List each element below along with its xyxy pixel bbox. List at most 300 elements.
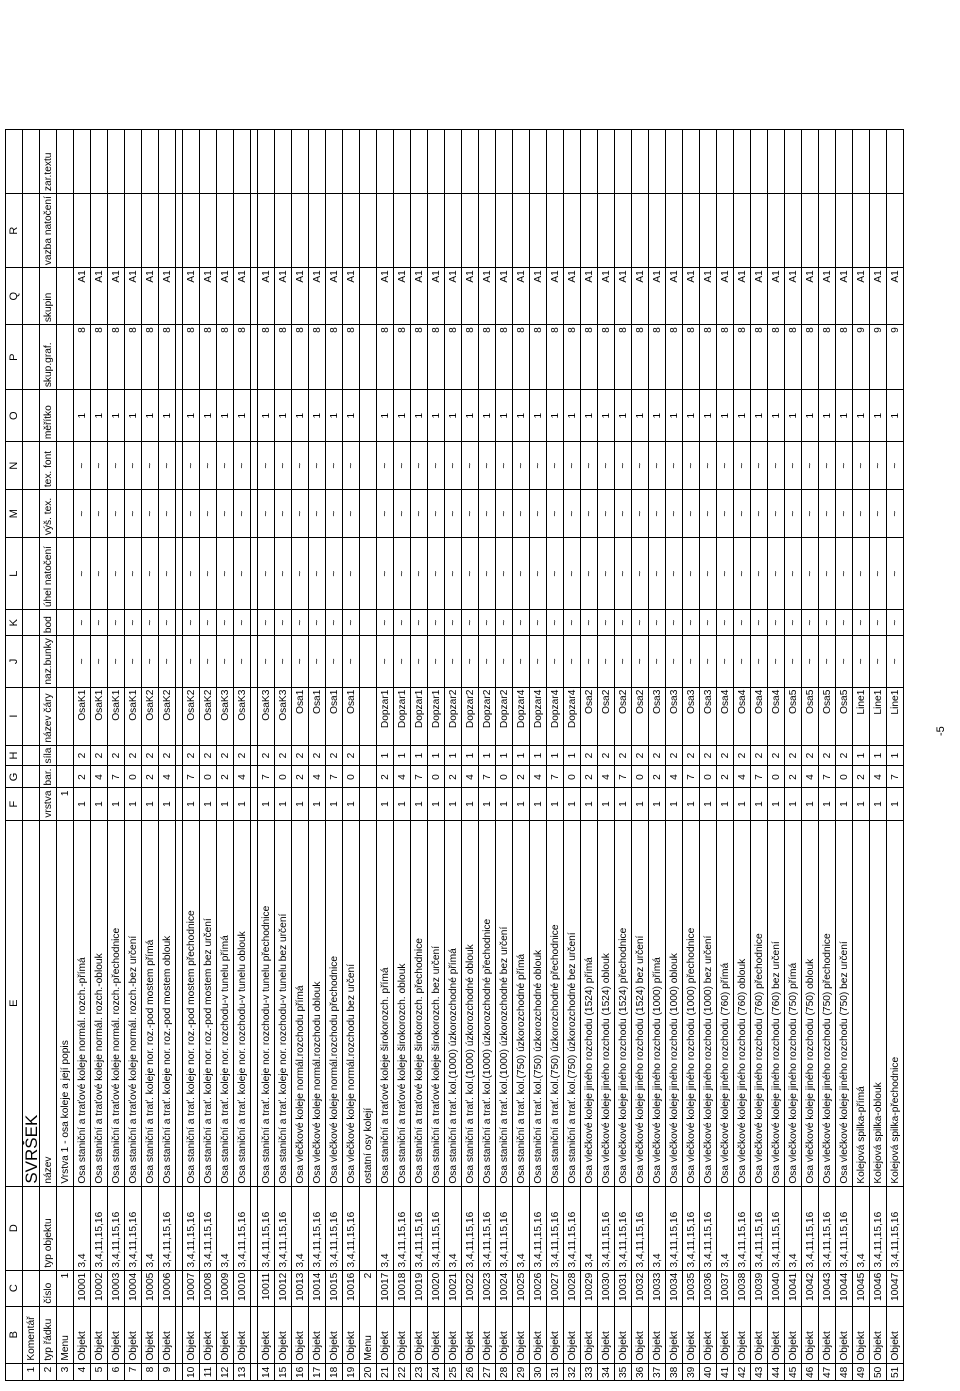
- row-number: 13: [234, 1363, 251, 1380]
- cell-f: vrstva: [40, 788, 57, 820]
- object-number: 10012: [275, 1270, 292, 1306]
- weight-cell: 2: [615, 745, 632, 766]
- graph-group-cell: 8: [649, 325, 666, 390]
- table-row: [734, 130, 751, 1381]
- object-number: 10027: [547, 1270, 564, 1306]
- weight-cell: 2: [717, 745, 734, 766]
- text-align-cell: [751, 130, 768, 194]
- row-type: Objekt: [258, 1306, 275, 1363]
- text-font-cell: ~: [615, 442, 632, 490]
- cell-e: název: [40, 820, 57, 1186]
- point-cell: ~: [887, 610, 904, 636]
- name-cell: Osa staniční a trať. koleje nor. rozchodu-v tunelu oblouk: [234, 820, 251, 1186]
- object-number: 10009: [217, 1270, 234, 1306]
- scale-cell: 1: [462, 390, 479, 442]
- object-number: 10043: [819, 1270, 836, 1306]
- line-name-cell: Dopzar1: [428, 687, 445, 745]
- text-align-cell: [479, 130, 496, 194]
- text-height-cell: ~: [751, 490, 768, 538]
- spacer-cell: [251, 1306, 258, 1363]
- rotation-cell: ~: [159, 538, 176, 610]
- name-cell: Osa vlečkové koleje normál.rozchodu přechodnice: [326, 820, 343, 1186]
- rotation-cell: ~: [217, 538, 234, 610]
- text-font-cell: ~: [428, 442, 445, 490]
- row-type: Objekt: [717, 1306, 734, 1363]
- text-font-cell: ~: [394, 442, 411, 490]
- scale-cell: 1: [734, 390, 751, 442]
- object-type: [360, 1186, 377, 1270]
- layer-cell: 1: [530, 788, 547, 820]
- group-cell: A1: [819, 268, 836, 325]
- group-cell: [360, 268, 377, 325]
- table-row: [309, 130, 326, 1381]
- scale-cell: 1: [217, 390, 234, 442]
- rotation-cell: ~: [598, 538, 615, 610]
- group-cell: A1: [734, 268, 751, 325]
- rotation-cell: ~: [108, 538, 125, 610]
- spacer-cell: [251, 766, 258, 788]
- group-cell: A1: [258, 268, 275, 325]
- point-cell: ~: [836, 610, 853, 636]
- row-type: Objekt: [615, 1306, 632, 1363]
- cell-e: Vrstva 1 - osa koleje a její popis: [57, 820, 74, 1186]
- object-type: 3,4,11,15,16: [183, 1186, 200, 1270]
- text-font-cell: ~: [74, 442, 91, 490]
- name-cell: Osa staniční a trať. koleje nor. roz.-pod mostem přímá: [142, 820, 159, 1186]
- cell-name-cell: ~: [91, 636, 108, 687]
- text-height-cell: ~: [326, 490, 343, 538]
- text-height-cell: ~: [479, 490, 496, 538]
- row-type: Objekt: [411, 1306, 428, 1363]
- graph-group-cell: 8: [428, 325, 445, 390]
- spacer-cell: [251, 194, 258, 268]
- row-number: 35: [615, 1363, 632, 1380]
- cell-q: [23, 268, 40, 325]
- graph-group-cell: 9: [887, 325, 904, 390]
- graph-group-cell: 8: [292, 325, 309, 390]
- text-height-cell: ~: [411, 490, 428, 538]
- object-type: 3,4: [292, 1186, 309, 1270]
- name-cell: Kolejová spilka-přímá: [853, 820, 870, 1186]
- line-name-cell: Dopzar2: [462, 687, 479, 745]
- spacer-cell: [176, 687, 183, 745]
- row-number: 46: [802, 1363, 819, 1380]
- rotation-cell: ~: [326, 538, 343, 610]
- line-name-cell: Osa1: [292, 687, 309, 745]
- table-row: [632, 130, 649, 1381]
- scale-cell: 1: [666, 390, 683, 442]
- text-align-cell: [234, 130, 251, 194]
- point-cell: ~: [785, 610, 802, 636]
- row-number: 40: [700, 1363, 717, 1380]
- scale-cell: 1: [513, 390, 530, 442]
- text-height-cell: ~: [717, 490, 734, 538]
- table-row: [217, 130, 234, 1381]
- point-cell: ~: [258, 610, 275, 636]
- spacer-cell: [251, 1186, 258, 1270]
- graph-group-cell: 8: [717, 325, 734, 390]
- object-type: 3,4,11,15,16: [159, 1186, 176, 1270]
- point-cell: ~: [411, 610, 428, 636]
- row-number: 36: [632, 1363, 649, 1380]
- scale-cell: 1: [74, 390, 91, 442]
- cell-name-cell: ~: [870, 636, 887, 687]
- point-cell: ~: [91, 610, 108, 636]
- cell-name-cell: ~: [819, 636, 836, 687]
- cell-b: Komentář: [23, 1306, 40, 1363]
- group-cell: A1: [683, 268, 700, 325]
- layer-cell: 1: [462, 788, 479, 820]
- scale-cell: 1: [142, 390, 159, 442]
- name-cell: Osa vlečkové koleje jiného rozchodu (760) přímá: [717, 820, 734, 1186]
- binding-cell: [74, 194, 91, 268]
- cell-c: [23, 1270, 40, 1306]
- rotation-cell: ~: [802, 538, 819, 610]
- point-cell: ~: [292, 610, 309, 636]
- text-height-cell: ~: [377, 490, 394, 538]
- text-align-cell: [581, 130, 598, 194]
- group-cell: A1: [768, 268, 785, 325]
- table-row: [258, 130, 275, 1381]
- table-row: [547, 130, 564, 1381]
- text-font-cell: ~: [547, 442, 564, 490]
- scale-cell: 1: [870, 390, 887, 442]
- binding-cell: [411, 194, 428, 268]
- cell-p: skup.graf.: [40, 325, 57, 390]
- graph-group-cell: 8: [819, 325, 836, 390]
- rotation-cell: ~: [292, 538, 309, 610]
- group-cell: A1: [326, 268, 343, 325]
- binding-cell: [125, 194, 142, 268]
- row-type: Objekt: [91, 1306, 108, 1363]
- object-number: 10040: [768, 1270, 785, 1306]
- cell-d: [23, 1186, 40, 1270]
- graph-group-cell: 8: [462, 325, 479, 390]
- cell-r: vazba natočení: [40, 194, 57, 268]
- cell-r: [57, 194, 74, 268]
- point-cell: ~: [598, 610, 615, 636]
- table-row: [853, 130, 870, 1381]
- binding-cell: [217, 194, 234, 268]
- layer-cell: 1: [394, 788, 411, 820]
- layer-cell: 1: [445, 788, 462, 820]
- row-type: Objekt: [530, 1306, 547, 1363]
- cell-name-cell: ~: [309, 636, 326, 687]
- column-header-extra: [6, 130, 23, 194]
- binding-cell: [649, 194, 666, 268]
- name-cell: Osa vlečkové koleje normál.rozchodu oblouk: [309, 820, 326, 1186]
- name-cell: Kolejová spilka-přechodnice: [887, 820, 904, 1186]
- name-cell: Osa vlečkové koleje jiného rozchodu (760) bez určení: [768, 820, 785, 1186]
- table-row: [275, 130, 292, 1381]
- group-cell: A1: [343, 268, 360, 325]
- graph-group-cell: 9: [853, 325, 870, 390]
- line-name-cell: OsaK3: [217, 687, 234, 745]
- group-cell: A1: [445, 268, 462, 325]
- group-cell: A1: [275, 268, 292, 325]
- color-cell: 2: [649, 766, 666, 788]
- graph-group-cell: 8: [581, 325, 598, 390]
- row-number: 25: [445, 1363, 462, 1380]
- table-row: [768, 130, 785, 1381]
- text-align-cell: [159, 130, 176, 194]
- cell-k: bod: [40, 610, 57, 636]
- text-font-cell: ~: [275, 442, 292, 490]
- column-header-j: J: [6, 636, 23, 687]
- color-cell: 7: [479, 766, 496, 788]
- object-number: 10023: [479, 1270, 496, 1306]
- binding-cell: [717, 194, 734, 268]
- point-cell: ~: [649, 610, 666, 636]
- binding-cell: [530, 194, 547, 268]
- row-type: Objekt: [836, 1306, 853, 1363]
- weight-cell: 2: [159, 745, 176, 766]
- layer-cell: 1: [200, 788, 217, 820]
- cell-name-cell: ~: [479, 636, 496, 687]
- weight-cell: 1: [462, 745, 479, 766]
- binding-cell: [326, 194, 343, 268]
- line-name-cell: OsaK3: [275, 687, 292, 745]
- weight-cell: 2: [275, 745, 292, 766]
- color-cell: 4: [234, 766, 251, 788]
- row-type: Objekt: [802, 1306, 819, 1363]
- object-type: 3,4,11,15,16: [751, 1186, 768, 1270]
- spacer-cell: [176, 745, 183, 766]
- row-type: Objekt: [819, 1306, 836, 1363]
- text-font-cell: ~: [700, 442, 717, 490]
- row-type: Objekt: [183, 1306, 200, 1363]
- cell-g: [23, 766, 40, 788]
- row-number: 10: [183, 1363, 200, 1380]
- cell-name-cell: ~: [496, 636, 513, 687]
- object-number: 2: [360, 1270, 377, 1306]
- text-align-cell: [462, 130, 479, 194]
- text-align-cell: [200, 130, 217, 194]
- column-header-b: B: [6, 1306, 23, 1363]
- spacer-row: [251, 130, 258, 1381]
- text-height-cell: ~: [853, 490, 870, 538]
- line-name-cell: Osa1: [343, 687, 360, 745]
- row-type: Objekt: [632, 1306, 649, 1363]
- binding-cell: [462, 194, 479, 268]
- binding-cell: [428, 194, 445, 268]
- scale-cell: 1: [785, 390, 802, 442]
- binding-cell: [275, 194, 292, 268]
- object-type: 3,4,11,15,16: [802, 1186, 819, 1270]
- text-align-cell: [183, 130, 200, 194]
- point-cell: ~: [870, 610, 887, 636]
- name-cell: Osa vlečkové koleje jiného rozchodu (1524) přímá: [581, 820, 598, 1186]
- layer-cell: 1: [74, 788, 91, 820]
- row-number: 8: [142, 1363, 159, 1380]
- cell-name-cell: ~: [200, 636, 217, 687]
- text-font-cell: ~: [683, 442, 700, 490]
- row-number: 34: [598, 1363, 615, 1380]
- cell-q: skupin: [40, 268, 57, 325]
- layer-cell: 1: [683, 788, 700, 820]
- text-height-cell: ~: [108, 490, 125, 538]
- name-cell: Osa staniční a traťové koleje širokorozch. přímá: [377, 820, 394, 1186]
- table-row: [445, 130, 462, 1381]
- rotation-cell: ~: [74, 538, 91, 610]
- text-font-cell: ~: [234, 442, 251, 490]
- scale-cell: 1: [234, 390, 251, 442]
- binding-cell: [394, 194, 411, 268]
- point-cell: ~: [632, 610, 649, 636]
- column-header-k: K: [6, 610, 23, 636]
- weight-cell: 1: [479, 745, 496, 766]
- name-cell: Osa vlečkové koleje jiného rozchodu (750) přímá: [785, 820, 802, 1186]
- binding-cell: [108, 194, 125, 268]
- row-type: Objekt: [377, 1306, 394, 1363]
- layer-cell: 1: [343, 788, 360, 820]
- weight-cell: 1: [428, 745, 445, 766]
- line-name-cell: Line1: [853, 687, 870, 745]
- color-cell: 0: [200, 766, 217, 788]
- object-type: 3,4,11,15,16: [547, 1186, 564, 1270]
- object-type: 3,4,11,15,16: [666, 1186, 683, 1270]
- object-type: 3,4,11,15,16: [870, 1186, 887, 1270]
- weight-cell: 1: [564, 745, 581, 766]
- rotation-cell: ~: [275, 538, 292, 610]
- name-cell: Osa vlečkové koleje jiného rozchodu (750) přechodnice: [819, 820, 836, 1186]
- row-number: 43: [751, 1363, 768, 1380]
- scale-cell: 1: [159, 390, 176, 442]
- row-number: 28: [496, 1363, 513, 1380]
- cell-name-cell: ~: [462, 636, 479, 687]
- line-name-cell: Osa5: [785, 687, 802, 745]
- weight-cell: 2: [258, 745, 275, 766]
- row-type: Objekt: [853, 1306, 870, 1363]
- scale-cell: 1: [309, 390, 326, 442]
- line-name-cell: Osa3: [649, 687, 666, 745]
- scale-cell: 1: [802, 390, 819, 442]
- color-cell: 2: [377, 766, 394, 788]
- layer-cell: 1: [717, 788, 734, 820]
- scale-cell: 1: [292, 390, 309, 442]
- graph-group-cell: 9: [870, 325, 887, 390]
- layer-cell: 1: [700, 788, 717, 820]
- graph-group-cell: 8: [666, 325, 683, 390]
- group-cell: A1: [615, 268, 632, 325]
- object-number: 10001: [74, 1270, 91, 1306]
- object-type: 3,4,11,15,16: [309, 1186, 326, 1270]
- weight-cell: 1: [377, 745, 394, 766]
- rotation-cell: ~: [632, 538, 649, 610]
- column-header-o: O: [6, 390, 23, 442]
- cell-f: 1: [57, 788, 74, 820]
- group-cell: A1: [142, 268, 159, 325]
- binding-cell: [159, 194, 176, 268]
- point-cell: ~: [326, 610, 343, 636]
- rotation-cell: ~: [581, 538, 598, 610]
- text-align-cell: [217, 130, 234, 194]
- graph-group-cell: 8: [836, 325, 853, 390]
- rotation-cell: ~: [394, 538, 411, 610]
- object-number: 10003: [108, 1270, 125, 1306]
- table-row: [887, 130, 904, 1381]
- scale-cell: 1: [564, 390, 581, 442]
- cell-l: [57, 538, 74, 610]
- weight-cell: 2: [632, 745, 649, 766]
- object-type: 3,4,11,15,16: [108, 1186, 125, 1270]
- scale-cell: 1: [598, 390, 615, 442]
- object-number: 10042: [802, 1270, 819, 1306]
- graph-group-cell: 8: [785, 325, 802, 390]
- group-cell: A1: [887, 268, 904, 325]
- table-row: [581, 130, 598, 1381]
- cell-p: [23, 325, 40, 390]
- spacer-cell: [251, 636, 258, 687]
- text-align-cell: [734, 130, 751, 194]
- color-cell: 4: [309, 766, 326, 788]
- row-number: 7: [125, 1363, 142, 1380]
- weight-cell: 1: [513, 745, 530, 766]
- row-type: Objekt: [598, 1306, 615, 1363]
- color-cell: 0: [836, 766, 853, 788]
- line-name-cell: Dopzar4: [513, 687, 530, 745]
- row-number: 37: [649, 1363, 666, 1380]
- color-cell: 0: [768, 766, 785, 788]
- cell-p: [57, 325, 74, 390]
- table-row: [870, 130, 887, 1381]
- rotation-cell: ~: [428, 538, 445, 610]
- cell-g: bar.: [40, 766, 57, 788]
- object-number: 10044: [836, 1270, 853, 1306]
- name-cell: Osa staniční a trať. koleje nor. roz.-pod mostem přechodnice: [183, 820, 200, 1186]
- cell-d: typ objektu: [40, 1186, 57, 1270]
- row-number: 50: [870, 1363, 887, 1380]
- text-align-cell: [428, 130, 445, 194]
- line-name-cell: OsaK2: [183, 687, 200, 745]
- layer-cell: 1: [870, 788, 887, 820]
- text-font-cell: ~: [836, 442, 853, 490]
- line-name-cell: Dopzar2: [496, 687, 513, 745]
- object-type: 3,4,11,15,16: [496, 1186, 513, 1270]
- rotation-cell: ~: [411, 538, 428, 610]
- object-type: 3,4: [377, 1186, 394, 1270]
- table-row: [108, 130, 125, 1381]
- row-number: 49: [853, 1363, 870, 1380]
- object-type: 3,4,11,15,16: [836, 1186, 853, 1270]
- binding-cell: [91, 194, 108, 268]
- object-type: 3,4: [581, 1186, 598, 1270]
- cell-j: [23, 636, 40, 687]
- text-font-cell: ~: [326, 442, 343, 490]
- color-cell: 4: [530, 766, 547, 788]
- row-type: Menu: [360, 1306, 377, 1363]
- line-name-cell: Osa3: [683, 687, 700, 745]
- row-number: 22: [394, 1363, 411, 1380]
- line-name-cell: Osa2: [581, 687, 598, 745]
- table-row: [615, 130, 632, 1381]
- color-cell: 2: [292, 766, 309, 788]
- name-cell: Osa vlečkové koleje jiného rozchodu (1000) přímá: [649, 820, 666, 1186]
- text-height-cell: ~: [870, 490, 887, 538]
- name-cell: Osa staniční a trať. kol.(1000) úzkorozchodné bez určení: [496, 820, 513, 1186]
- object-number: 10020: [428, 1270, 445, 1306]
- spacer-cell: [176, 766, 183, 788]
- text-font-cell: ~: [462, 442, 479, 490]
- name-cell: Osa staniční a traťové koleje širokorozch. přechodnice: [411, 820, 428, 1186]
- column-header-l: L: [6, 538, 23, 610]
- cell-l: úhel natočení: [40, 538, 57, 610]
- color-cell: 4: [394, 766, 411, 788]
- color-cell: 2: [217, 766, 234, 788]
- column-header-m: M: [6, 490, 23, 538]
- text-font-cell: ~: [411, 442, 428, 490]
- text-font-cell: ~: [200, 442, 217, 490]
